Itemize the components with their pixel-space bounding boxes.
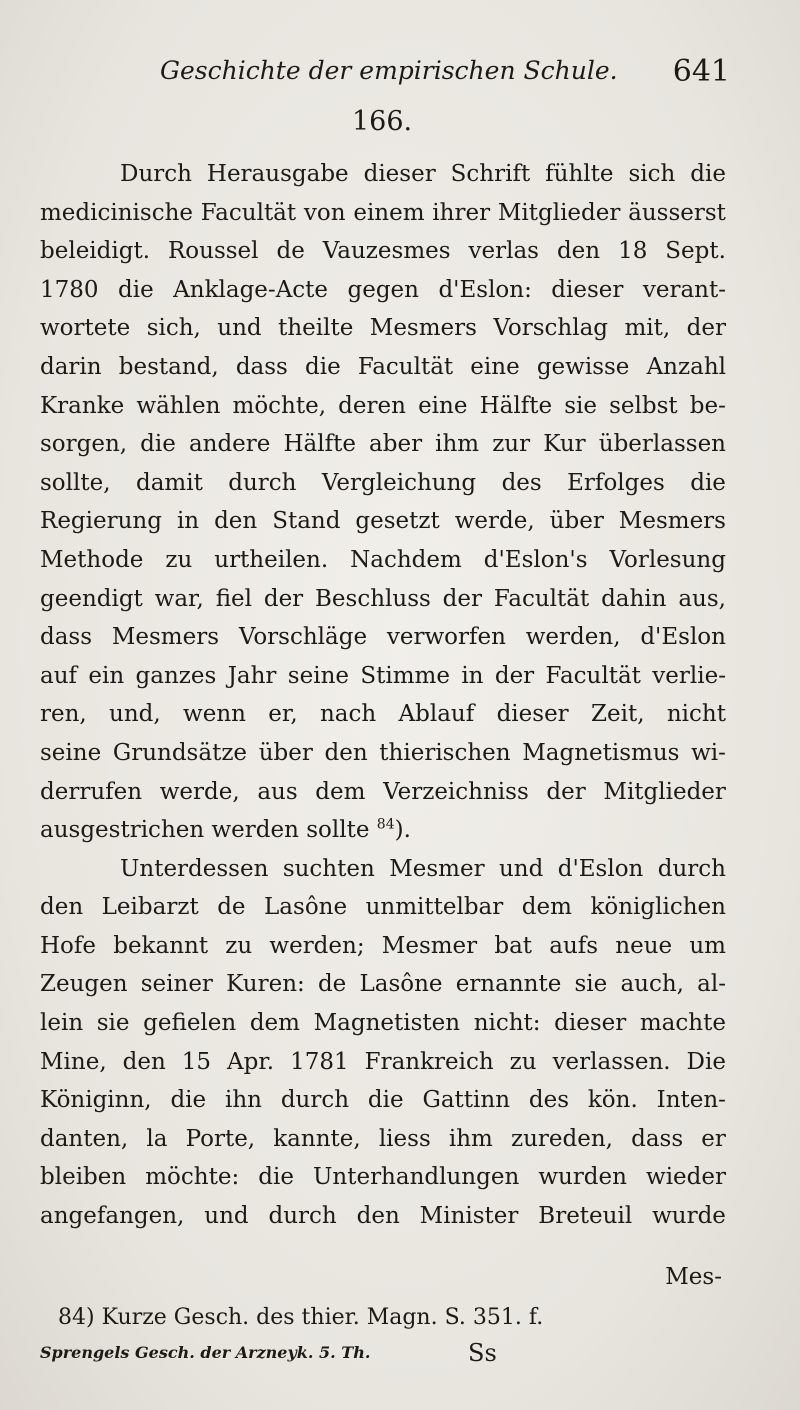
word: darin xyxy=(40,353,102,380)
word: Zeit, xyxy=(591,701,645,728)
word: Facultät xyxy=(493,585,590,612)
word: gegen xyxy=(347,276,419,303)
word: in xyxy=(176,508,200,535)
word: lein xyxy=(40,1010,84,1037)
word: sich xyxy=(628,161,676,187)
word: nicht: xyxy=(473,1010,541,1037)
word: Die xyxy=(686,1048,726,1075)
section-number: 166. xyxy=(352,106,413,137)
word: machte xyxy=(639,1010,726,1037)
word: verlas xyxy=(468,238,539,265)
word: Grundsätze xyxy=(112,739,248,766)
word: theilte xyxy=(278,315,354,342)
word: ihm xyxy=(448,1125,493,1152)
word: dem xyxy=(521,894,572,921)
word: Porte, xyxy=(185,1125,256,1152)
word: einem xyxy=(353,199,425,226)
word: ganzes xyxy=(135,662,217,689)
word: aufs xyxy=(549,932,599,959)
text-line xyxy=(40,194,726,233)
word: Herausgabe xyxy=(206,161,349,187)
word: Jahr xyxy=(227,662,277,689)
text-line xyxy=(40,348,726,387)
word: dass xyxy=(40,624,93,651)
word: Mesmers xyxy=(618,508,726,535)
word: eine xyxy=(470,353,520,380)
text-line xyxy=(40,965,726,1004)
word: in xyxy=(461,662,484,689)
word: den xyxy=(40,894,84,921)
word: dahin xyxy=(601,585,667,612)
word: und xyxy=(217,315,262,342)
word: aber xyxy=(369,431,423,458)
word: danten, xyxy=(40,1125,129,1152)
word: den xyxy=(324,739,368,766)
word: die xyxy=(367,1087,404,1114)
word: gewisse xyxy=(536,353,630,380)
word: wi- xyxy=(691,739,726,766)
word: Stimme xyxy=(360,662,450,689)
text-line xyxy=(40,425,726,464)
word: Minister xyxy=(419,1203,519,1230)
word: und, xyxy=(109,701,161,728)
word: fiel xyxy=(215,585,252,612)
word: möchte: xyxy=(145,1164,240,1191)
word: Mesmer xyxy=(381,932,478,959)
text-line xyxy=(40,464,726,503)
word: ein xyxy=(88,662,125,689)
word: wenn xyxy=(183,701,246,728)
word: de xyxy=(317,971,347,998)
word: Kranke xyxy=(40,392,125,419)
word: werden; xyxy=(269,932,365,959)
word: durch xyxy=(228,469,297,496)
word: und xyxy=(498,855,544,882)
word: nach xyxy=(319,701,377,728)
text-line xyxy=(40,734,726,773)
word: Breteuil xyxy=(538,1203,633,1230)
word: Lasône xyxy=(264,894,348,921)
word: Anzahl xyxy=(646,353,726,380)
word: sich, xyxy=(146,315,201,342)
word: la xyxy=(146,1125,168,1152)
word: Vorschlag xyxy=(493,315,609,342)
word: wurden xyxy=(538,1164,627,1191)
word: die xyxy=(258,1164,294,1191)
word: 1781 xyxy=(290,1048,349,1075)
word: Kuren: xyxy=(226,971,305,998)
word: nicht xyxy=(666,701,726,728)
word: dieser xyxy=(554,1010,627,1037)
word: verworfen xyxy=(386,624,506,651)
word: gefielen xyxy=(143,1010,237,1037)
signature-mark: Ss xyxy=(468,1339,497,1367)
word: dass xyxy=(631,1125,684,1152)
word: Magnetismus xyxy=(522,739,680,766)
page-header xyxy=(150,50,730,94)
word: der xyxy=(686,315,726,342)
word: die xyxy=(690,161,726,187)
word: dieser xyxy=(551,276,624,303)
word: de xyxy=(276,238,305,265)
word: ihrer xyxy=(432,199,491,226)
paragraph-1 xyxy=(40,155,726,811)
word: und xyxy=(204,1203,249,1230)
word: der xyxy=(442,585,483,612)
text-line-end: ). xyxy=(394,817,411,844)
word: die xyxy=(140,431,176,458)
word: über xyxy=(258,739,313,766)
word: Verzeichniss xyxy=(383,778,529,805)
word: auf xyxy=(40,662,78,689)
word: seiner xyxy=(140,971,213,998)
word: Mesmers xyxy=(111,624,220,651)
word: Anklage-Acte xyxy=(173,276,329,303)
word: den xyxy=(122,1048,166,1075)
word: der xyxy=(263,585,304,612)
word: um xyxy=(689,932,726,959)
word: aus, xyxy=(678,585,726,612)
word: Facultät xyxy=(357,353,454,380)
text-line xyxy=(40,773,726,812)
word: er, xyxy=(268,701,298,728)
word: äusserst xyxy=(628,199,726,226)
text-line xyxy=(40,927,726,966)
word: Ablauf xyxy=(398,701,475,728)
word: ren, xyxy=(40,701,87,728)
word: gesetzt xyxy=(355,508,440,535)
word: war, xyxy=(154,585,204,612)
word: werde, xyxy=(454,508,535,535)
word: des xyxy=(528,1087,569,1114)
word: Zeugen xyxy=(40,971,128,998)
text-line xyxy=(40,541,726,580)
word: thierischen xyxy=(379,739,511,766)
text-line xyxy=(40,1081,726,1120)
text-line xyxy=(40,271,726,310)
word: zur xyxy=(492,431,531,458)
word: Hälfte xyxy=(479,392,553,419)
text-line xyxy=(40,657,726,696)
text-line-content: ausgestrichen werden sollte xyxy=(40,817,370,844)
word: werden, xyxy=(525,624,621,651)
word: be- xyxy=(689,392,726,419)
word: die xyxy=(690,469,726,496)
word: fühlte xyxy=(545,161,614,187)
word: der xyxy=(546,778,586,805)
text-line xyxy=(40,618,726,657)
word: bleiben xyxy=(40,1164,127,1191)
text-line xyxy=(40,580,726,619)
word: eine xyxy=(418,392,468,419)
word: urtheilen. xyxy=(214,546,329,573)
word: Vorlesung xyxy=(609,546,726,573)
word: 15 xyxy=(181,1048,212,1075)
word: Gattinn xyxy=(422,1087,511,1114)
word: bekannt xyxy=(113,932,209,959)
word: durch xyxy=(657,855,726,882)
text-line xyxy=(40,695,726,734)
word: die xyxy=(170,1087,207,1114)
word: durch xyxy=(268,1203,337,1230)
word: Stand xyxy=(272,508,341,535)
word: zu xyxy=(509,1048,537,1075)
word: Roussel xyxy=(167,238,259,265)
word: Königinn, xyxy=(40,1087,152,1114)
word: de xyxy=(217,894,246,921)
word: Vorschläge xyxy=(238,624,368,651)
word: Unterdessen xyxy=(120,855,269,882)
word: Beschluss xyxy=(315,585,431,612)
word: sie xyxy=(564,392,597,419)
text-line xyxy=(40,232,726,271)
word: Hofe xyxy=(40,932,97,959)
word: sie xyxy=(574,971,608,998)
text-line xyxy=(40,1158,726,1197)
word: durch xyxy=(280,1087,350,1114)
word: von xyxy=(303,199,346,226)
word: derrufen xyxy=(40,778,143,805)
word: wurde xyxy=(652,1203,726,1230)
word: dieser xyxy=(496,701,569,728)
text-line xyxy=(40,502,726,541)
text-line xyxy=(40,811,726,850)
word: den xyxy=(214,508,258,535)
word: Apr. xyxy=(227,1048,275,1075)
text-line xyxy=(40,155,726,194)
word: Leibarzt xyxy=(101,894,199,921)
body-text xyxy=(40,155,726,1236)
word: bestand, xyxy=(118,353,219,380)
word: Durch xyxy=(120,161,192,187)
running-head: Geschichte der empirischen Schule. xyxy=(160,56,618,85)
word: selbst xyxy=(609,392,678,419)
word: wieder xyxy=(646,1164,726,1191)
word: Unterhandlungen xyxy=(313,1164,520,1191)
word: deren xyxy=(338,392,406,419)
text-line xyxy=(40,1004,726,1043)
word: wählen xyxy=(136,392,221,419)
word: königlichen xyxy=(590,894,726,921)
word: Vergleichung xyxy=(321,469,477,496)
word: seine xyxy=(287,662,349,689)
catchword: Mes- xyxy=(665,1264,722,1290)
word: suchten xyxy=(282,855,375,882)
word: Magnetisten xyxy=(313,1010,461,1037)
word: beleidigt. xyxy=(40,238,151,265)
word: verant- xyxy=(642,276,726,303)
word: 18 xyxy=(618,238,648,265)
word: kannte, xyxy=(273,1125,361,1152)
word: seine xyxy=(40,739,102,766)
word: möchte, xyxy=(232,392,327,419)
word: Mesmer xyxy=(389,855,485,882)
word: angefangen, xyxy=(40,1203,185,1230)
word: dieser xyxy=(363,161,436,187)
word: Facultät xyxy=(545,662,641,689)
text-line xyxy=(40,888,726,927)
text-line xyxy=(40,387,726,426)
footnote: 84) Kurze Gesch. des thier. Magn. S. 351. f. xyxy=(58,1305,544,1330)
word: auch, xyxy=(620,971,684,998)
footnote-reference: 84 xyxy=(376,816,395,833)
word: sie xyxy=(96,1010,130,1037)
word: zu xyxy=(165,546,193,573)
word: 1780 xyxy=(40,276,99,303)
word: andere xyxy=(188,431,271,458)
word: Lasône xyxy=(359,971,443,998)
word: d'Eslon's xyxy=(483,546,588,573)
word: zureden, xyxy=(511,1125,613,1152)
word: zu xyxy=(225,932,253,959)
word: liess xyxy=(378,1125,431,1152)
word: Facultät xyxy=(200,199,297,226)
word: Mitglieder xyxy=(603,778,726,805)
word: damit xyxy=(135,469,203,496)
text-line xyxy=(40,850,726,889)
word: Regierung xyxy=(40,508,162,535)
word: d'Eslon: xyxy=(438,276,532,303)
word: über xyxy=(549,508,604,535)
word: verlie- xyxy=(652,662,726,689)
word: Mesmers xyxy=(369,315,477,342)
word: Hälfte xyxy=(283,431,356,458)
word: des xyxy=(501,469,542,496)
word: Mitglieder xyxy=(497,199,621,226)
word: ernannte xyxy=(455,971,562,998)
word: der xyxy=(494,662,535,689)
word: ihm xyxy=(435,431,480,458)
word: sorgen, xyxy=(40,431,128,458)
word: Mine, xyxy=(40,1048,107,1075)
word: unmittelbar xyxy=(365,894,504,921)
word: wortete xyxy=(40,315,131,342)
word: er xyxy=(701,1125,726,1152)
word: al- xyxy=(697,971,726,998)
text-line xyxy=(40,1197,726,1236)
word: Schrift xyxy=(450,161,531,187)
word: d'Eslon xyxy=(557,855,644,882)
word: dass xyxy=(235,353,288,380)
word: Sept. xyxy=(665,238,726,265)
word: die xyxy=(118,276,154,303)
word: Frankreich xyxy=(364,1048,494,1075)
word: verlassen. xyxy=(552,1048,671,1075)
word: überlassen xyxy=(598,431,726,458)
word: mit, xyxy=(624,315,671,342)
text-line xyxy=(40,1043,726,1082)
word: neue xyxy=(615,932,673,959)
word: die xyxy=(304,353,341,380)
text-line xyxy=(40,1120,726,1159)
word: Kur xyxy=(543,431,586,458)
word: dem xyxy=(249,1010,300,1037)
word: Methode xyxy=(40,546,144,573)
word: den xyxy=(556,238,601,265)
word: Vauzesmes xyxy=(322,238,451,265)
word: dem xyxy=(315,778,366,805)
word: den xyxy=(356,1203,400,1230)
word: bat xyxy=(494,932,533,959)
word: medicinische xyxy=(40,199,194,226)
word: Nachdem xyxy=(350,546,462,573)
word: geendigt xyxy=(40,585,143,612)
word: ihn xyxy=(225,1087,262,1114)
word: werde, xyxy=(159,778,240,805)
word: sollte, xyxy=(40,469,111,496)
text-line xyxy=(40,309,726,348)
signature-title: Sprengels Gesch. der Arzneyk. 5. Th. xyxy=(40,1343,371,1362)
page-number: 641 xyxy=(672,54,730,89)
word: Inten- xyxy=(656,1087,726,1114)
word: kön. xyxy=(587,1087,638,1114)
word: Erfolges xyxy=(567,469,665,496)
paragraph-2 xyxy=(40,850,726,1236)
word: aus xyxy=(257,778,298,805)
word: d'Eslon xyxy=(640,624,726,651)
